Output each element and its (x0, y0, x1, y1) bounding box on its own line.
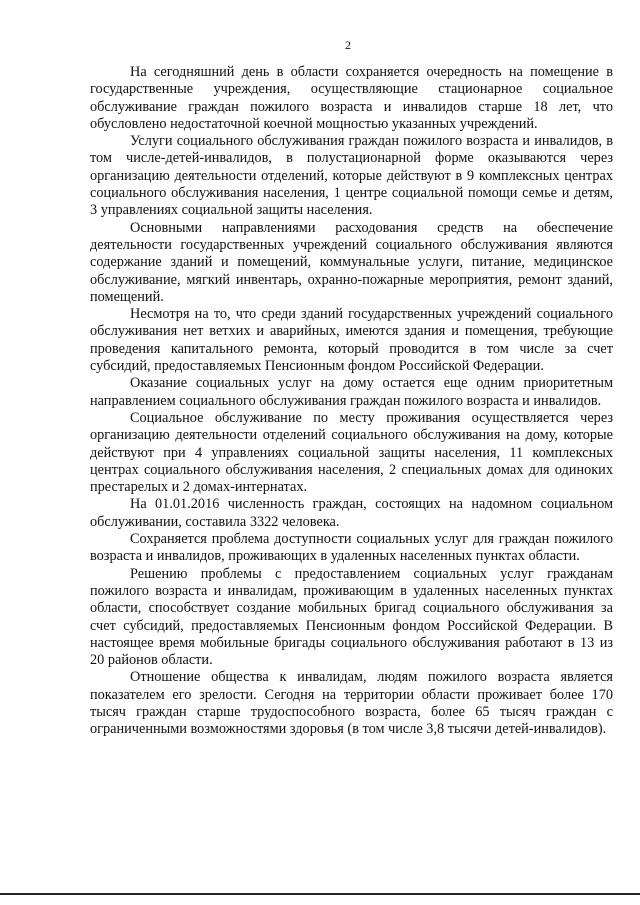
scan-bottom-edge (0, 893, 640, 895)
paragraph-8: Сохраняется проблема доступности социальных услуг для граждан пожилого возраста и инвалидов, проживающих в удаленных населенных пунктах области. (90, 531, 613, 565)
paragraph-3: Основными направлениями расходования средств на обеспечение деятельности государственных учреждений социального обслуживания являются содержание зданий и помещений, коммунальные услуги, питание, медицинское обслуживание, мягкий инвентарь, охранно-пожарные мероприятия, ремонт зданий, помещений. (90, 219, 613, 305)
page-number: 2 (345, 38, 351, 52)
paragraph-6: Социальное обслуживание по месту проживания осуществляется через организацию деятельности отделений социального обслуживания на дому, которые действуют при 4 управлениях социальной защиты населения, 11 комплексных центрах социального обслуживания населения, 2 специальных домах для одиноких престарелых и 2 домах-интернатах. (90, 409, 613, 496)
paragraph-10: Отношение общества к инвалидам, людям пожилого возраста является показателем его зрелости. Сегодня на территории области проживает более 170 тысяч граждан старше трудоспособного возраста, более 65 тысяч граждан с ограниченными возможностями здоровья (в том числе 3,8 тысячи детей-инвалидов). (90, 669, 613, 738)
paragraph-7: На 01.01.2016 численность граждан, состоящих на надомном социальном обслуживании, составила 3322 человека. (90, 496, 613, 530)
paragraph-2: Услуги социального обслуживания граждан пожилого возраста и инвалидов, в том числе-детей-инвалидов, в полустационарной форме оказываются через организацию деятельности отделений, которые действуют в 9 комплексных центрах социального обслуживания населения, 1 центре социальной помощи семье и детям, 3 управлениях социальной защиты населения. (90, 133, 613, 219)
paragraph-4: Несмотря на то, что среди зданий государственных учреждений социального обслуживания нет ветхих и аварийных, имеются здания и помещения, требующие проведения капитального ремонта, который проводится в том числе за счет субсидий, предоставляемых Пенсионным фондом Российской Федерации. (90, 306, 613, 375)
paragraph-9: Решению проблемы с предоставлением социальных услуг гражданам пожилого возраста и инвалидам, проживающим в удаленных населенных пунктах области, способствует создание мобильных бригад социального обслуживания за счет субсидий, предоставляемых Пенсионным фондом Российской Федерации. В настоящее время мобильные бригады социального обслуживания работают в 13 из 20 районов области. (90, 565, 613, 669)
document-body (90, 64, 613, 739)
paragraph-1: На сегодняшний день в области сохраняется очередность на помещение в государственные учреждения, осуществляющие стационарное социальное обслуживание граждан пожилого возраста и инвалидов старше 18 лет, что обусловлено недостаточной коечной мощностью указанных учреждений. (90, 64, 613, 132)
paragraph-5: Оказание социальных услуг на дому остается еще одним приоритетным направлением социального обслуживания граждан пожилого возраста и инвалидов. (90, 375, 613, 409)
